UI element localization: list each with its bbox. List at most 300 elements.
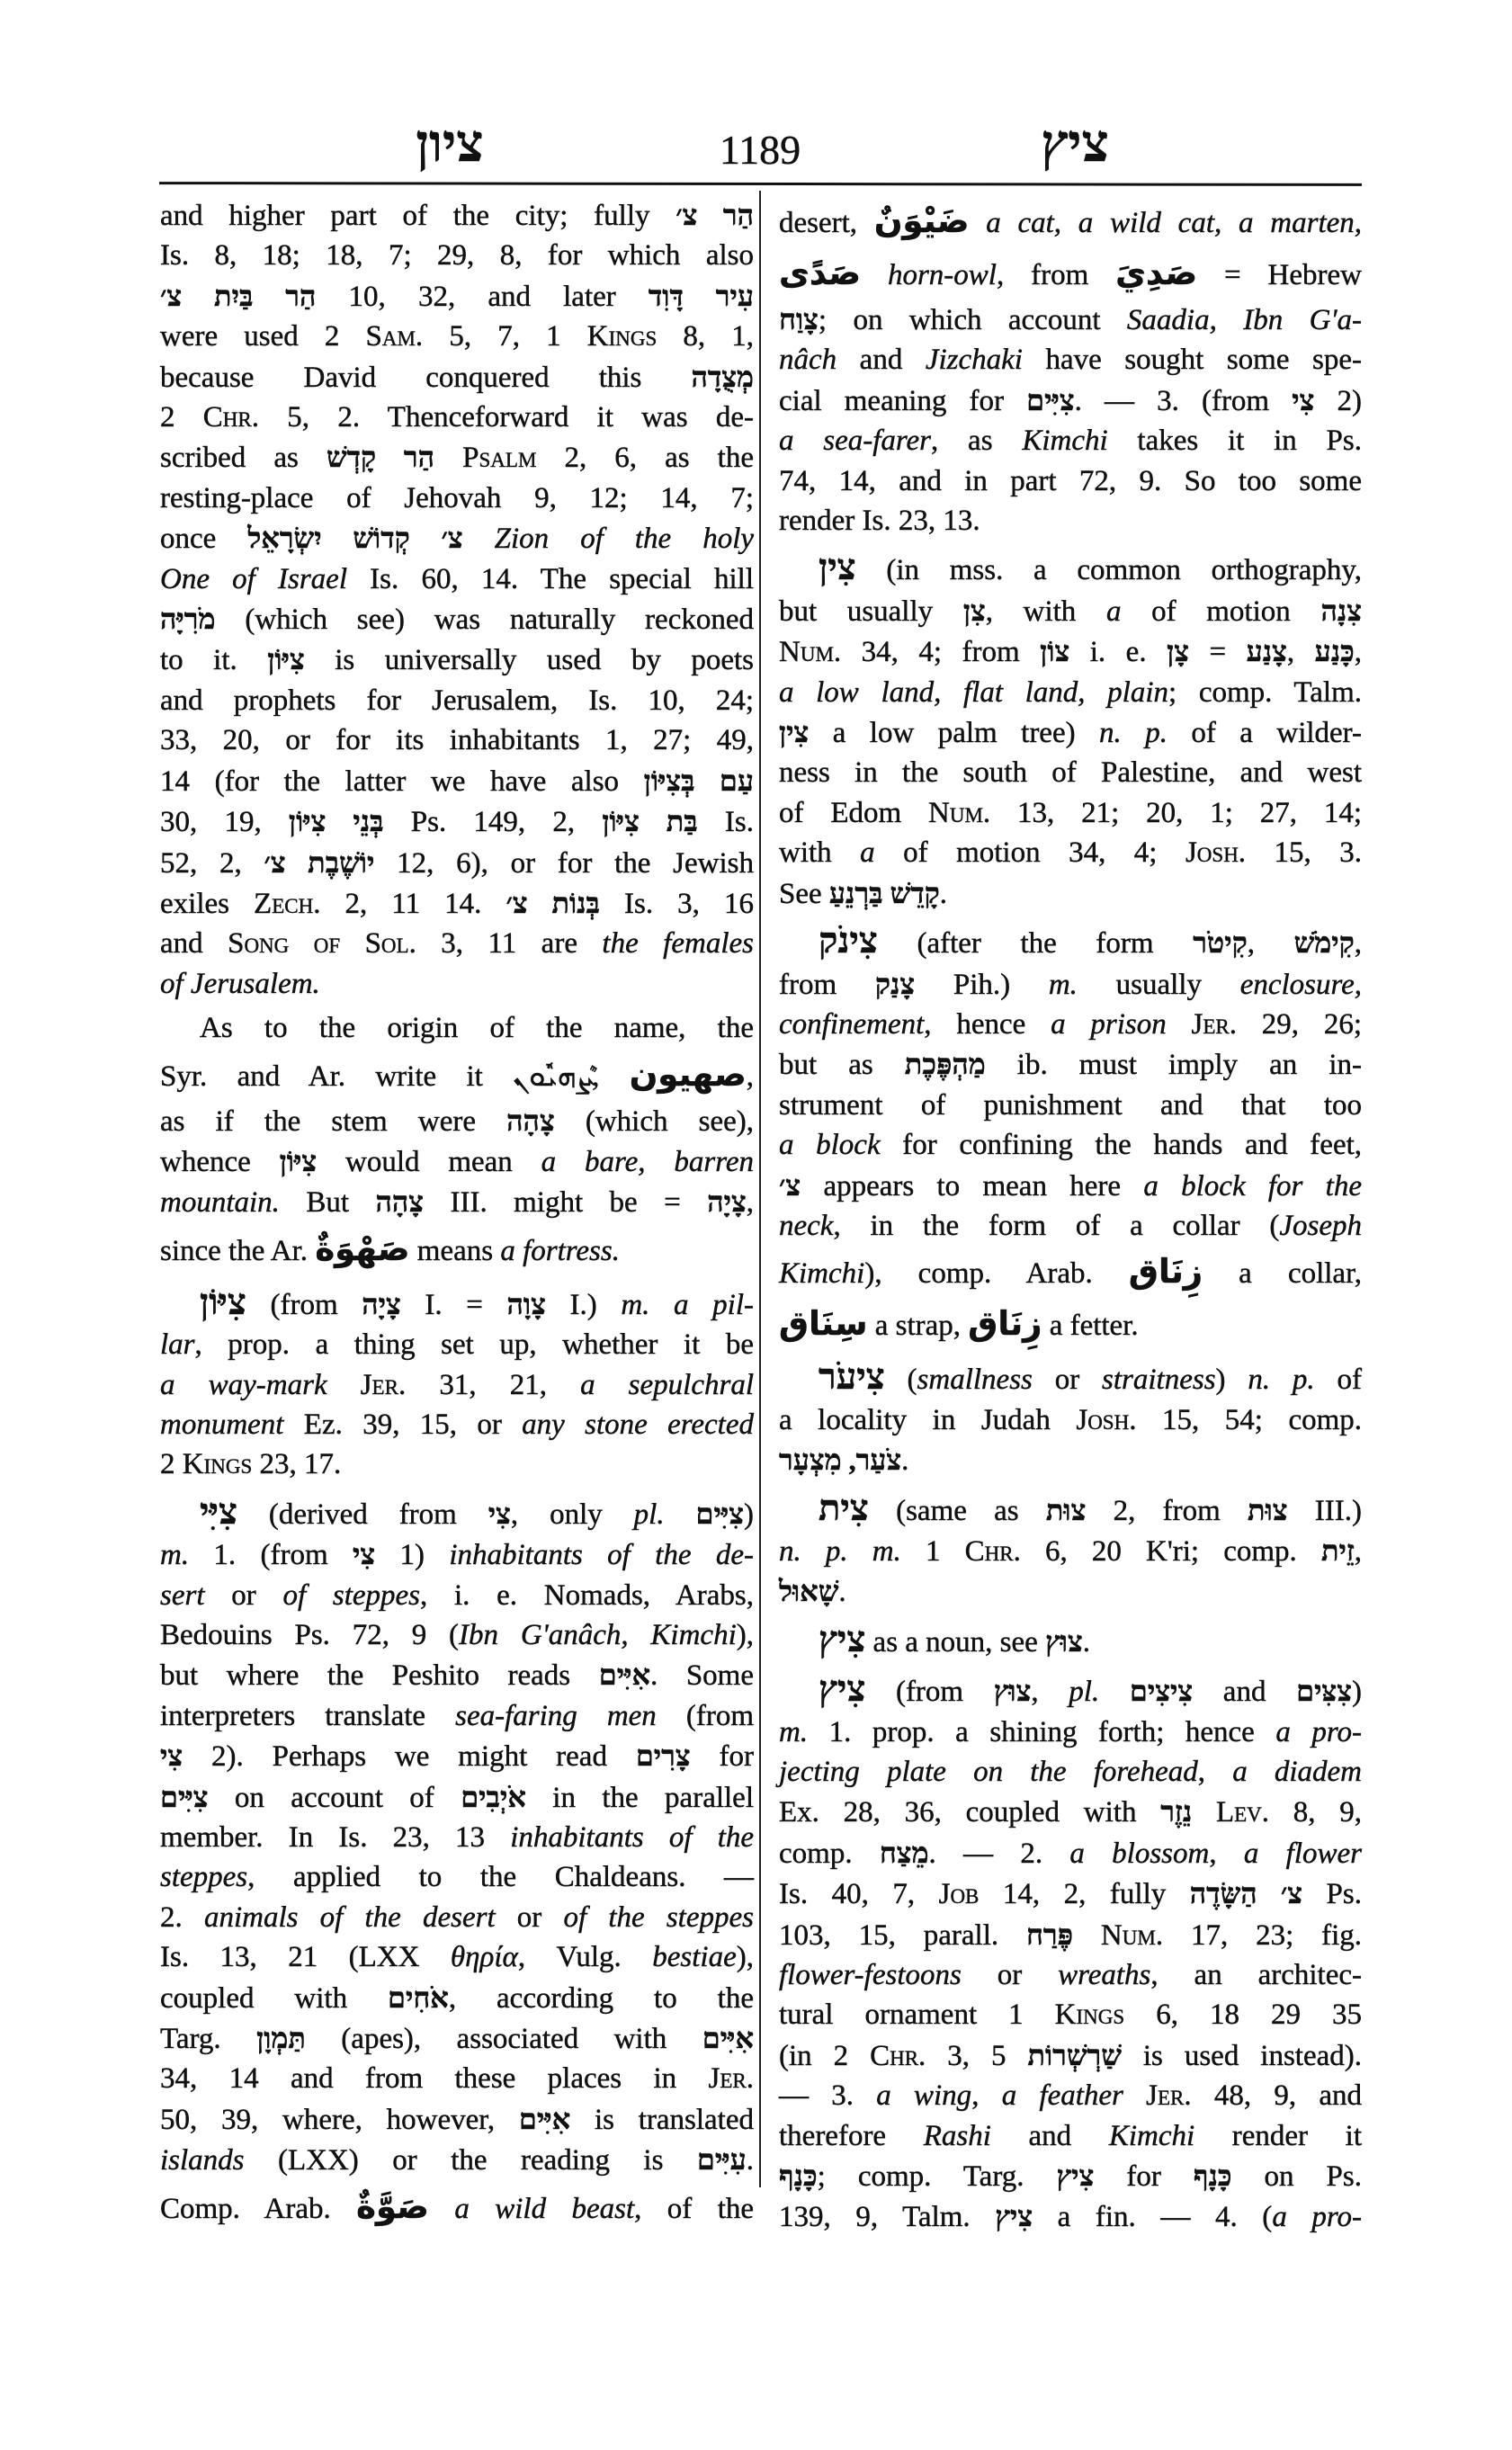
- text-run: for: [1094, 2160, 1194, 2194]
- text-run: ): [1352, 1676, 1362, 1709]
- italic-text: a flower: [1243, 1837, 1362, 1870]
- text-run: a fin. — 4. (: [1033, 2201, 1273, 2234]
- text-run: , from: [996, 259, 1116, 291]
- text-line: [160, 1049, 754, 1101]
- hebrew-word: צָהָה: [506, 1104, 555, 1137]
- text-line: [779, 2116, 1362, 2156]
- italic-text: a bare, barren: [541, 1145, 755, 1178]
- text-line: [160, 924, 754, 963]
- text-run: 74, 14, and in part 72, 9. So too some: [779, 464, 1362, 497]
- text-run: cial meaning for: [779, 384, 1027, 417]
- text-run: and: [837, 344, 926, 377]
- text-run: (which see),: [554, 1104, 755, 1138]
- text-run: ), comp. Arab.: [864, 1257, 1129, 1291]
- text-run: 8, 9,: [1269, 1796, 1363, 1829]
- text-line: [779, 1166, 1362, 1206]
- text-line: [779, 1298, 1362, 1350]
- hebrew-word: צִיץ: [995, 2200, 1033, 2233]
- left-column: [160, 195, 754, 2233]
- text-run: 10, 32, and later: [316, 280, 649, 313]
- text-run: usually: [1077, 968, 1240, 1001]
- text-run: because David conquered this: [160, 361, 692, 394]
- text-run: 8, 1,: [657, 320, 755, 353]
- text-line: [779, 1400, 1362, 1440]
- headword: צִינֹק: [819, 920, 878, 961]
- text-run: (same as: [868, 1494, 1046, 1527]
- text-run: 34, 4; from: [841, 636, 1041, 669]
- text-run: tural ornament 1: [779, 1998, 1055, 2032]
- italic-text: n. p. m.: [779, 1534, 901, 1568]
- hebrew-word: בְּנֵי צִיּוֹן: [288, 805, 384, 838]
- text-run: member. In Is. 23, 13: [160, 1821, 511, 1855]
- text-run: Ps. 149, 2,: [383, 806, 603, 839]
- text-line: [160, 964, 754, 1004]
- text-run: Syr. and Ar. write it: [160, 1060, 514, 1093]
- italic-text: the females: [602, 927, 754, 961]
- book-reference: Chr.: [202, 401, 260, 434]
- text-line: [779, 753, 1362, 792]
- italic-text: sea-faring men: [455, 1699, 657, 1732]
- italic-text: a prison: [1051, 1007, 1167, 1041]
- text-run: Bedouins Ps. 72, 9 (: [160, 1619, 460, 1651]
- italic-text: of steppes: [282, 1578, 421, 1612]
- text-run: . — 2.: [928, 1837, 1070, 1870]
- text-run: 1: [900, 1534, 965, 1568]
- italic-text: n. p.: [1248, 1364, 1315, 1397]
- hebrew-word: צִי: [353, 1538, 376, 1571]
- italic-text: animals of the desert: [203, 1900, 496, 1934]
- text-run: of motion 34, 4;: [874, 836, 1185, 870]
- text-line: [779, 1486, 1362, 1531]
- text-run: but as: [779, 1049, 905, 1082]
- text-line: [779, 1667, 1362, 1712]
- text-run: 139, 9, Talm.: [779, 2201, 996, 2234]
- text-run: . — 3. (from: [1074, 384, 1293, 417]
- text-run: 1. prop. a shining forth; hence: [808, 1715, 1276, 1748]
- italic-text: a wing: [876, 2079, 972, 2113]
- text-run: .: [746, 2144, 754, 2177]
- text-line: [160, 2099, 754, 2140]
- arabic-word: سِنَاق: [779, 1304, 868, 1344]
- text-run: and higher part of the city; fully: [160, 200, 676, 232]
- text-line: [160, 1101, 754, 1141]
- text-line: [779, 461, 1362, 501]
- text-run: were used 2: [160, 320, 366, 353]
- hebrew-word: צָהָה: [375, 1185, 425, 1219]
- text-run: i. e.: [1069, 636, 1168, 669]
- text-run: coupled with: [160, 1981, 388, 2015]
- hebrew-word: תַּמְוָן: [256, 2022, 306, 2055]
- text-run: = Hebrew: [1197, 259, 1362, 291]
- italic-text: enclosure,: [1239, 968, 1363, 1001]
- header-rule: [159, 182, 1362, 186]
- headword: צִית: [819, 1487, 869, 1528]
- text-run: , applied to the Chaldeans. —: [247, 1861, 754, 1894]
- italic-text: straitness: [1102, 1364, 1216, 1397]
- hebrew-word: צוּץ: [993, 1675, 1032, 1708]
- hebrew-word: צָנַע: [1246, 635, 1287, 668]
- text-line: [160, 1280, 754, 1325]
- text-run: but where the Peshito reads: [160, 1659, 599, 1693]
- text-line: [160, 518, 754, 559]
- text-run: 1): [375, 1539, 450, 1572]
- book-reference: Zech.: [254, 887, 321, 920]
- text-run: a collar,: [1203, 1257, 1362, 1291]
- text-run: , according to the: [448, 1981, 754, 2015]
- text-run: 15, 3.: [1246, 836, 1363, 870]
- text-run: from: [779, 968, 875, 1001]
- text-run: [969, 207, 986, 239]
- text-line: [779, 1752, 1362, 1792]
- text-line: [160, 1978, 754, 2018]
- column-divider: [759, 191, 761, 2187]
- italic-text: mountain.: [160, 1186, 280, 1220]
- entry-paragraph: [779, 545, 1362, 914]
- text-line: [160, 437, 754, 478]
- book-reference: Kings: [182, 1448, 253, 1481]
- text-run: 13, 21; 20, 1; 27, 14;: [990, 796, 1362, 829]
- text-line: [779, 1617, 1362, 1662]
- text-run: 12, 6), or for the Jewish: [374, 846, 755, 880]
- text-run: ,: [1354, 1534, 1363, 1568]
- italic-text: a block: [779, 1129, 881, 1162]
- italic-text: a sepulchral: [580, 1368, 754, 1401]
- text-run: .: [901, 1444, 909, 1478]
- text-run: Ex. 28, 36, coupled with: [779, 1796, 1161, 1829]
- hebrew-word: מַהְפֶּכֶת: [904, 1048, 986, 1081]
- text-run: and prophets for Jerusalem, Is. 10, 24;: [160, 684, 754, 717]
- italic-text: pl.: [633, 1498, 665, 1531]
- page-number: 1189: [719, 127, 801, 173]
- entry-paragraph: [779, 1617, 1362, 1662]
- text-run: 3, 11 are: [416, 927, 603, 961]
- text-line: [160, 1141, 754, 1182]
- hebrew-word: אֹחִים: [388, 1981, 449, 2014]
- hebrew-word: צִיּוֹן: [279, 1144, 318, 1177]
- hebrew-word: צָיָה: [362, 1287, 401, 1320]
- text-run: (derived from: [237, 1498, 488, 1531]
- text-line: [160, 1182, 754, 1222]
- text-run: 1. (from: [189, 1539, 353, 1572]
- hebrew-word: צָן: [1167, 635, 1189, 668]
- entry-paragraph: [779, 1486, 1362, 1613]
- hebrew-word: אִיִּים: [518, 2102, 571, 2135]
- italic-text: Jizchaki: [925, 344, 1023, 377]
- text-run: (apes), associated with: [305, 2023, 702, 2056]
- hebrew-word: צִיִּים: [695, 1497, 745, 1530]
- text-run: (from: [656, 1699, 754, 1732]
- italic-text: n. p.: [1099, 717, 1168, 750]
- hebrew-word: צֹעַר, מִצְעָר: [779, 1444, 902, 1477]
- text-run: ,: [1354, 927, 1362, 961]
- hebrew-word: צִיצִים: [1129, 1675, 1194, 1708]
- italic-text: wreaths: [1058, 1959, 1151, 1992]
- text-line: [160, 599, 754, 639]
- text-run: a fetter.: [1042, 1310, 1139, 1343]
- italic-text: a low land, flat land, plain: [779, 675, 1169, 709]
- text-run: ): [744, 1498, 755, 1531]
- text-run: But: [279, 1186, 376, 1220]
- arabic-word: صَهْوَةٌ: [315, 1229, 410, 1268]
- hebrew-word: צָרִים: [635, 1739, 691, 1773]
- text-run: of a wilder-: [1167, 717, 1362, 750]
- text-line: [779, 964, 1362, 1005]
- text-line: [160, 1325, 754, 1364]
- text-run: I. =: [400, 1288, 507, 1321]
- italic-text: of Jerusalem.: [160, 967, 320, 1000]
- text-line: [160, 1615, 754, 1655]
- text-line: [779, 591, 1362, 631]
- text-run: in the parallel: [525, 1781, 754, 1814]
- italic-text: pl.: [1069, 1676, 1100, 1709]
- running-head-left: ציון: [416, 114, 484, 173]
- text-line: [160, 1489, 754, 1534]
- hebrew-word: צִצִּים: [1296, 1675, 1352, 1708]
- entry-paragraph: [779, 195, 1362, 541]
- text-run: 23, 17.: [252, 1448, 342, 1481]
- book-reference: Kings: [586, 320, 658, 353]
- hebrew-word: בְּנוֹת צ׳: [505, 886, 600, 919]
- text-run: 29, 26;: [1237, 1007, 1363, 1041]
- italic-text: steppes: [160, 1861, 248, 1894]
- text-run: Ez. 39, 15, or: [283, 1408, 523, 1441]
- book-reference: Jer.: [708, 2062, 754, 2096]
- text-line: [160, 2059, 754, 2098]
- italic-text: a blossom: [1069, 1837, 1210, 1870]
- text-run: once: [160, 523, 248, 556]
- entry-paragraph: [160, 195, 754, 1004]
- text-run: 14, 2, fully: [979, 1878, 1190, 1911]
- hebrew-word: צ׳ קְדוֹשׁ יִשְׂרָאֵל: [247, 522, 463, 555]
- text-line: [779, 1206, 1362, 1246]
- hebrew-word: צִין: [779, 716, 810, 749]
- hebrew-word: עַם בְּצִיּוֹן: [643, 764, 754, 797]
- text-run: ),: [736, 1619, 754, 1651]
- text-line: [779, 1955, 1362, 1995]
- text-run: or: [204, 1578, 283, 1612]
- italic-text: m. a pil-: [621, 1288, 754, 1321]
- text-run: a strap,: [867, 1310, 969, 1343]
- text-run: resting-place of Jehovah 9, 12; 14, 7;: [160, 481, 754, 514]
- text-line: [779, 247, 1362, 300]
- italic-text: a diadem: [1232, 1756, 1363, 1788]
- text-line: [779, 918, 1362, 963]
- text-run: 33, 20, or for its inhabitants 1, 27; 49,: [160, 724, 754, 757]
- entry-paragraph: [779, 918, 1362, 1350]
- text-run: ,: [746, 1060, 755, 1093]
- text-line: [779, 2156, 1362, 2196]
- text-run: Targ.: [160, 2023, 257, 2056]
- book-reference: Kings: [1054, 1998, 1125, 2032]
- italic-text: smallness: [917, 1364, 1033, 1397]
- text-run: ,: [746, 1186, 754, 1220]
- text-run: render it: [1194, 2119, 1363, 2152]
- text-line: [779, 1915, 1362, 1955]
- text-line: [779, 545, 1362, 590]
- italic-text: a sea-farer: [779, 425, 932, 458]
- italic-text: islands: [160, 2144, 245, 2177]
- hebrew-word: הַר צ׳: [675, 199, 755, 231]
- hebrew-word: צָוָה: [506, 1287, 546, 1320]
- text-line: [160, 1534, 754, 1575]
- text-line: [160, 720, 754, 760]
- italic-text: a cat, a wild cat, a marten,: [986, 207, 1363, 239]
- italic-text: sert: [160, 1578, 205, 1612]
- hebrew-word: הַר קָדְשׁ: [326, 441, 435, 474]
- hebrew-word: שָׁאוּל: [779, 1575, 839, 1608]
- text-run: as a noun, see: [865, 1625, 1046, 1659]
- text-line: [160, 1777, 754, 1818]
- text-run: ,: [1354, 636, 1362, 669]
- text-run: for: [690, 1740, 754, 1774]
- text-run: (after the form: [877, 927, 1194, 961]
- text-run: 103, 15, parall.: [779, 1918, 1026, 1952]
- book-reference: Chr.: [870, 2039, 926, 2072]
- hebrew-word: צָנַק: [874, 967, 916, 1000]
- text-line: [160, 2181, 754, 2233]
- text-line: [779, 1086, 1362, 1125]
- text-run: 2, from: [1086, 1494, 1248, 1527]
- italic-text: neck: [779, 1209, 834, 1242]
- italic-text: Zion of the holy: [494, 523, 755, 556]
- headword: צִיץ: [819, 1618, 866, 1659]
- arabic-word: زِنَاق: [1128, 1252, 1203, 1292]
- text-run: , an architec-: [1150, 1959, 1362, 1992]
- text-run: of Edom: [779, 796, 929, 829]
- text-run: .: [939, 877, 947, 910]
- text-line: [160, 1696, 754, 1736]
- entry-paragraph: [160, 1008, 754, 1275]
- text-run: is translated: [570, 2103, 754, 2136]
- text-run: Is. 13, 21 (LXX: [160, 1941, 451, 1974]
- book-reference: Jer.: [1191, 1007, 1237, 1041]
- entry-paragraph: [779, 1667, 1362, 2238]
- italic-text: θηρία: [450, 1941, 518, 1974]
- text-line: [160, 195, 754, 236]
- entry-paragraph: [779, 1355, 1362, 1480]
- text-run: (from: [246, 1288, 362, 1321]
- text-run: ; on which account: [818, 304, 1127, 336]
- italic-text: inhabitants of the de-: [449, 1539, 754, 1572]
- book-reference: Job: [938, 1878, 980, 1911]
- text-run: ib. must imply an in-: [985, 1049, 1362, 1082]
- text-run: .: [1082, 1625, 1090, 1659]
- text-run: Is. 3, 16: [599, 887, 754, 920]
- text-run: Comp. Arab.: [160, 2192, 357, 2225]
- hebrew-word: פֶּרַח: [1025, 1918, 1074, 1951]
- text-run: , with: [985, 595, 1106, 628]
- italic-text: Ibn G'anâch, Kimchi: [459, 1619, 737, 1651]
- text-run: III.): [1287, 1494, 1362, 1527]
- hebrew-word: צִיִּים: [1026, 383, 1075, 416]
- text-line: [160, 276, 754, 317]
- text-line: [779, 2196, 1362, 2237]
- text-run: but usually: [779, 595, 963, 628]
- text-line: [160, 1818, 754, 1857]
- text-line: [779, 1044, 1362, 1085]
- text-run: Is. 8, 18; 18, 7; 29, 8, for which also: [160, 239, 754, 273]
- italic-text: a way-mark: [160, 1368, 327, 1401]
- text-run: , of the: [634, 2192, 755, 2225]
- text-line: [160, 398, 754, 437]
- text-run: (in 2: [779, 2039, 871, 2072]
- text-run: (which see) was naturally reckoned: [215, 604, 754, 637]
- text-line: [160, 317, 754, 356]
- italic-text: Joseph: [1279, 1209, 1362, 1242]
- italic-text: a pro-: [1272, 2201, 1363, 2234]
- book-reference: Josh.: [1076, 1403, 1137, 1436]
- italic-text: inhabitants of the: [510, 1821, 755, 1855]
- text-run: [1073, 1919, 1101, 1952]
- italic-text: Kimchi: [1022, 425, 1108, 458]
- text-line: [160, 478, 754, 518]
- text-run: desert,: [779, 207, 874, 239]
- text-run: ness in the south of Palestine, and west: [779, 756, 1362, 790]
- text-line: [160, 843, 754, 883]
- italic-text: m.: [160, 1539, 190, 1572]
- text-run: ,: [1286, 636, 1315, 669]
- book-reference: Jer.: [360, 1368, 407, 1401]
- text-run: , prop. a thing set up, whether it be: [194, 1328, 754, 1362]
- text-line: [779, 1833, 1362, 1873]
- text-run: 2): [1314, 384, 1362, 417]
- text-run: or: [1032, 1364, 1103, 1397]
- hebrew-word: שַׁרְשְׁרוֹת: [1027, 2038, 1122, 2071]
- text-run: , as: [931, 425, 1023, 458]
- book-reference: Lev.: [1215, 1796, 1270, 1829]
- text-run: 2, 6, as the: [536, 442, 754, 475]
- text-run: ),: [736, 1941, 754, 1974]
- hebrew-word: הַר בַּיִת צ׳: [160, 279, 317, 312]
- text-run: (: [884, 1364, 917, 1397]
- italic-text: of the steppes: [563, 1900, 754, 1934]
- text-line: [160, 2140, 754, 2180]
- text-run: 30, 19,: [160, 806, 289, 839]
- hebrew-word: עִיר דָּוִד: [648, 279, 754, 312]
- text-run: As to the origin of the name, the: [200, 1012, 754, 1045]
- text-run: =: [1188, 636, 1247, 669]
- text-run: [1099, 1676, 1130, 1708]
- text-run: scribed as: [160, 442, 327, 475]
- headword: צִיּוֹן: [200, 1281, 246, 1322]
- text-line: [779, 712, 1362, 753]
- italic-text: m.: [779, 1715, 809, 1748]
- arabic-word: صَدًى: [779, 254, 862, 292]
- text-line: [779, 1712, 1362, 1752]
- text-line: [779, 1995, 1362, 2034]
- text-line: [779, 421, 1362, 460]
- text-run: [1192, 1796, 1216, 1829]
- text-run: is universally used by poets: [304, 644, 754, 677]
- book-reference: Josh.: [1185, 836, 1247, 870]
- hebrew-word: צוּץ: [1045, 1624, 1083, 1658]
- arabic-word: صهيون: [629, 1054, 747, 1094]
- text-line: [779, 1440, 1362, 1480]
- text-line: [779, 1005, 1362, 1044]
- text-run: therefore: [779, 2119, 924, 2152]
- text-run: 2.: [160, 1900, 204, 1934]
- text-run: 50, 39, where, however,: [160, 2103, 519, 2136]
- text-line: [160, 2018, 754, 2059]
- text-line: [779, 1531, 1362, 1571]
- hebrew-word: צִי: [488, 1497, 511, 1530]
- text-run: , i. e. Nomads, Arabs,: [420, 1578, 755, 1612]
- text-line: [779, 195, 1362, 247]
- text-line: [779, 1873, 1362, 1914]
- text-line: [779, 631, 1362, 672]
- book-reference: Num.: [1100, 1918, 1164, 1952]
- text-line: [160, 1444, 754, 1484]
